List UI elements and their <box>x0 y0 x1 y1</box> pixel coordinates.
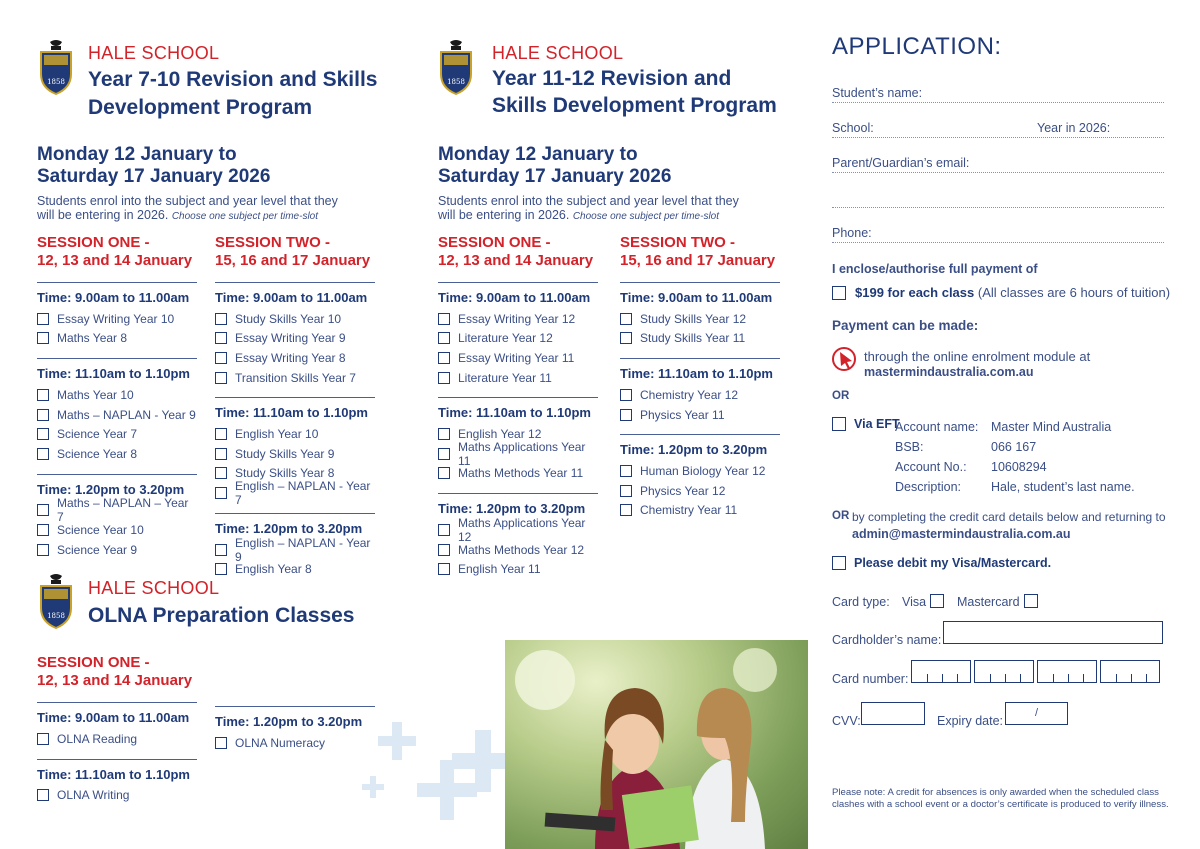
subject-option[interactable] <box>215 535 375 564</box>
subject-checkbox[interactable] <box>620 332 632 344</box>
email-field-line2[interactable] <box>832 191 1164 208</box>
subject-checkbox[interactable] <box>215 737 227 749</box>
time-slot-label: Time: 9.00am to 11.00am <box>620 290 773 305</box>
eft-row <box>895 437 1135 457</box>
subject-label: Maths Applications Year 11 <box>458 439 586 468</box>
subject-label: Maths Year 8 <box>57 331 128 346</box>
subject-checkbox[interactable] <box>215 487 227 499</box>
subject-checkbox[interactable] <box>438 544 450 556</box>
time-slot <box>37 702 197 749</box>
col1-session-one-list <box>37 282 197 569</box>
admin-email[interactable]: admin@mastermindaustralia.com.au <box>852 527 1071 541</box>
col1-session-one-title: SESSION ONE - 12, 13 and 14 January <box>37 234 193 269</box>
olna-session-title: SESSION ONE - 12, 13 and 14 January <box>37 654 193 689</box>
subject-label: Transition Skills Year 7 <box>235 370 356 385</box>
subject-label: Literature Year 12 <box>458 331 553 346</box>
payment-heading: Payment can be made: <box>832 318 979 333</box>
card-number-group[interactable] <box>1100 660 1160 683</box>
col2-session-one-title: SESSION ONE - 12, 13 and 14 January <box>438 234 594 269</box>
time-slot <box>37 759 197 806</box>
col1-session-two-title: SESSION TWO - 15, 16 and 17 January <box>215 234 371 269</box>
online-url[interactable]: mastermindaustralia.com.au <box>864 365 1034 379</box>
subject-option[interactable] <box>215 478 375 507</box>
crest-year-olna: 1858 <box>47 612 65 620</box>
card-type-label: Card type: <box>832 595 890 609</box>
eft-option[interactable]: Via EFT <box>832 417 900 431</box>
debit-option[interactable]: Please debit my Visa/Mastercard. <box>832 556 1051 570</box>
subject-option[interactable] <box>37 786 197 806</box>
digit-divider <box>927 674 928 682</box>
col1-session-two-list <box>215 282 375 589</box>
subject-label: Physics Year 11 <box>640 407 725 422</box>
subject-label: Human Biology Year 12 <box>640 464 766 479</box>
subject-option[interactable] <box>37 309 197 329</box>
time-slot <box>438 493 598 579</box>
col1-date-line1: Monday 12 January to <box>37 144 237 165</box>
subject-option[interactable] <box>37 329 197 349</box>
phone-field[interactable]: Phone: <box>832 226 1164 243</box>
subject-label: Study Skills Year 8 <box>235 466 335 481</box>
subject-label: Essay Writing Year 8 <box>235 350 346 365</box>
card-number-label: Card number: <box>832 672 909 686</box>
subject-checkbox[interactable] <box>37 409 49 421</box>
price-checkbox[interactable] <box>832 286 846 300</box>
subject-checkbox[interactable] <box>37 448 49 460</box>
subject-option[interactable] <box>620 405 780 425</box>
time-slot <box>37 474 197 560</box>
col2-program-line1: Year 11-12 Revision and <box>492 67 732 90</box>
subject-option[interactable] <box>438 464 598 484</box>
time-slot-label: Time: 1.20pm to 3.20pm <box>620 442 768 458</box>
subject-label: Maths Methods Year 12 <box>458 542 585 557</box>
subject-option[interactable] <box>438 540 598 560</box>
subject-checkbox[interactable] <box>215 563 227 575</box>
time-slot <box>438 397 598 483</box>
school-field[interactable]: School: Year in 2026: <box>832 121 1164 138</box>
subject-label: Science Year 10 <box>57 522 144 537</box>
subject-label: English – NAPLAN - Year 9 <box>235 535 371 564</box>
subject-checkbox[interactable] <box>37 313 49 325</box>
expiry-input[interactable]: / <box>1005 702 1068 725</box>
subject-option[interactable] <box>215 424 375 444</box>
col2-date-line1: Monday 12 January to <box>438 144 638 165</box>
subject-checkbox[interactable] <box>620 409 632 421</box>
time-slot <box>438 282 598 387</box>
col1-school: HALE SCHOOL <box>88 43 220 63</box>
col1-program-line2: Development Program <box>88 96 313 119</box>
email-field[interactable]: Parent/Guardian’s email: <box>832 156 1164 173</box>
application-title: APPLICATION: <box>832 33 1002 60</box>
subject-label: Study Skills Year 11 <box>640 331 746 346</box>
or-label-2: OR <box>832 510 850 522</box>
eft-row-label: Account No.: <box>895 460 967 474</box>
hale-school-crest-2 <box>438 38 474 98</box>
expiry-label: Expiry date: <box>937 714 1004 728</box>
subject-checkbox[interactable] <box>37 504 49 516</box>
olna-program: OLNA Preparation Classes <box>88 604 355 627</box>
subject-checkbox[interactable] <box>37 544 49 556</box>
subject-option[interactable] <box>37 496 197 525</box>
eft-details <box>895 417 1135 497</box>
subject-option[interactable] <box>215 348 375 368</box>
digit-divider <box>1068 674 1069 682</box>
col2-intro-note: Choose one subject per time-slot <box>572 211 720 222</box>
subject-label: English Year 10 <box>235 427 319 442</box>
mastercard-label: Mastercard <box>957 595 1020 609</box>
time-slot <box>215 706 375 753</box>
subject-option[interactable] <box>215 309 375 329</box>
time-slot-label: Time: 9.00am to 11.00am <box>438 290 591 305</box>
subject-checkbox[interactable] <box>215 352 227 364</box>
subject-checkbox[interactable] <box>438 524 450 536</box>
col2-intro: Students enrol into the subject and year level that they will be entering in 2026. Choose one subject per time-slot <box>438 194 739 222</box>
subject-option[interactable] <box>37 385 197 405</box>
eft-checkbox[interactable] <box>832 417 846 431</box>
subject-label: Physics Year 12 <box>640 483 726 498</box>
students-photo <box>505 640 808 849</box>
debit-checkbox[interactable] <box>832 556 846 570</box>
subject-option[interactable] <box>215 329 375 349</box>
crest-year-2: 1858 <box>447 78 465 86</box>
card-number-group[interactable] <box>974 660 1034 683</box>
subject-option[interactable] <box>438 515 598 544</box>
subject-label: Maths – NAPLAN - Year 9 <box>57 407 196 422</box>
digit-divider <box>942 674 943 682</box>
subject-checkbox[interactable] <box>37 428 49 440</box>
subject-checkbox[interactable] <box>37 524 49 536</box>
subject-option[interactable] <box>215 733 375 753</box>
time-slot <box>215 282 375 387</box>
subject-option[interactable] <box>438 559 598 579</box>
subject-label: Literature Year 11 <box>458 370 552 385</box>
subject-option[interactable] <box>37 424 197 444</box>
time-slot-label: Time: 1.20pm to 3.20pm <box>215 714 363 729</box>
cvv-input[interactable] <box>861 702 925 725</box>
student-name-field[interactable]: Student’s name: <box>832 86 1164 103</box>
col1-date-line2: Saturday 17 January 2026 <box>37 166 271 187</box>
subject-option[interactable] <box>37 540 197 560</box>
subject-option[interactable] <box>37 729 197 749</box>
subject-checkbox[interactable] <box>215 313 227 325</box>
subject-label: Study Skills Year 10 <box>235 311 342 326</box>
eft-row-label: Account name: <box>895 420 979 434</box>
subject-checkbox[interactable] <box>438 313 450 325</box>
card-text: by completing the credit card details below and returning to <box>852 510 1166 524</box>
eft-row-value: 10608294 <box>991 460 1047 474</box>
col2-session-two-list <box>620 282 780 530</box>
subject-checkbox[interactable] <box>620 465 632 477</box>
eft-row-value: Hale, student’s last name. <box>991 480 1135 494</box>
time-slot-label: Time: 11.10am to 1.10pm <box>620 366 773 382</box>
subject-checkbox[interactable] <box>215 372 227 384</box>
subject-label: Chemistry Year 11 <box>640 503 738 518</box>
time-slot-label: Time: 1.20pm to 3.20pm <box>438 501 586 517</box>
subject-label: Science Year 8 <box>57 446 138 461</box>
eft-row <box>895 417 1135 437</box>
subject-option[interactable] <box>37 444 197 464</box>
crest-year: 1858 <box>47 78 65 86</box>
subject-checkbox[interactable] <box>37 789 49 801</box>
subject-label: Chemistry Year 12 <box>640 387 739 402</box>
enclose-label: I enclose/authorise full payment of <box>832 262 1038 276</box>
subject-checkbox[interactable] <box>37 733 49 745</box>
digit-divider <box>990 674 991 682</box>
subject-option[interactable] <box>620 329 780 349</box>
subject-option[interactable] <box>215 368 375 388</box>
subject-option[interactable] <box>438 309 598 329</box>
subject-label: OLNA Writing <box>57 788 130 803</box>
time-slot <box>37 358 197 463</box>
subject-option[interactable] <box>37 405 197 425</box>
subject-option[interactable] <box>438 329 598 349</box>
subject-checkbox[interactable] <box>438 448 450 460</box>
mastercard-checkbox[interactable] <box>1024 594 1038 608</box>
olna-left-list <box>37 702 197 815</box>
col2-date-line2: Saturday 17 January 2026 <box>438 166 672 187</box>
subject-label: Study Skills Year 9 <box>235 446 335 461</box>
digit-divider <box>957 674 958 682</box>
eft-row <box>895 477 1135 497</box>
digit-divider <box>1131 674 1132 682</box>
time-slot-label: Time: 9.00am to 11.00am <box>215 290 368 305</box>
time-slot-label: Time: 11.10am to 1.10pm <box>215 405 368 421</box>
subject-option[interactable] <box>215 444 375 464</box>
time-slot <box>620 282 780 348</box>
card-number-group[interactable] <box>1037 660 1097 683</box>
time-slot <box>620 434 780 520</box>
subject-checkbox[interactable] <box>438 467 450 479</box>
subject-checkbox[interactable] <box>620 504 632 516</box>
time-slot <box>37 282 197 348</box>
eft-row-label: Description: <box>895 480 961 494</box>
digit-divider <box>1083 674 1084 682</box>
time-slot-label: Time: 1.20pm to 3.20pm <box>37 481 185 497</box>
hale-school-crest <box>38 38 74 98</box>
subject-label: Study Skills Year 12 <box>640 311 747 326</box>
subject-label: English Year 11 <box>458 562 541 577</box>
col1-intro-note: Choose one subject per time-slot <box>171 211 319 222</box>
subject-checkbox[interactable] <box>215 467 227 479</box>
subject-checkbox[interactable] <box>215 544 227 556</box>
subject-label: Essay Writing Year 10 <box>57 311 175 326</box>
eft-row-value: 066 167 <box>991 440 1037 454</box>
subject-checkbox[interactable] <box>37 332 49 344</box>
price-option[interactable]: $199 for each class (All classes are 6 hours of tuition) <box>832 285 1170 300</box>
subject-checkbox[interactable] <box>438 372 450 384</box>
digit-divider <box>1146 674 1147 682</box>
digit-divider <box>1116 674 1117 682</box>
digit-divider <box>1053 674 1054 682</box>
subject-label: OLNA Reading <box>57 731 138 746</box>
digit-divider <box>1005 674 1006 682</box>
subject-option[interactable] <box>620 481 780 501</box>
col2-school: HALE SCHOOL <box>492 43 624 63</box>
subject-option[interactable] <box>620 309 780 329</box>
hale-school-crest-olna <box>38 572 74 632</box>
subject-label: Essay Writing Year 9 <box>235 331 346 346</box>
absence-note: Please note: A credit for absences is only awarded when the scheduled class clashes with a school event or a doctor’s certificate is produced to verify illness. <box>832 787 1169 810</box>
time-slot-label: Time: 1.20pm to 3.20pm <box>215 520 363 536</box>
subject-checkbox[interactable] <box>620 485 632 497</box>
subject-checkbox[interactable] <box>215 428 227 440</box>
olna-right-list <box>215 706 375 763</box>
visa-label: Visa <box>902 595 927 609</box>
subject-label: Maths Year 10 <box>57 387 134 402</box>
subject-checkbox[interactable] <box>620 313 632 325</box>
subject-option[interactable] <box>438 439 598 468</box>
col2-session-one-list <box>438 282 598 589</box>
visa-checkbox[interactable] <box>930 594 944 608</box>
eft-row <box>895 457 1135 477</box>
subject-checkbox[interactable] <box>215 448 227 460</box>
subject-label: English Year 12 <box>458 427 542 442</box>
olna-school: HALE SCHOOL <box>88 578 220 598</box>
subject-label: Essay Writing Year 12 <box>458 311 576 326</box>
time-slot <box>620 358 780 424</box>
col1-program-line1: Year 7-10 Revision and Skills <box>88 68 378 91</box>
subject-label: Science Year 9 <box>57 542 138 557</box>
subject-checkbox[interactable] <box>215 332 227 344</box>
time-slot <box>215 513 375 579</box>
subject-label: Maths Methods Year 11 <box>458 466 584 481</box>
online-text: through the online enrolment module at <box>864 349 1091 364</box>
cursor-click-icon <box>832 346 858 374</box>
subject-option[interactable] <box>620 461 780 481</box>
subject-checkbox[interactable] <box>438 352 450 364</box>
cardholder-input[interactable] <box>943 621 1163 644</box>
subject-label: Science Year 7 <box>57 427 138 442</box>
card-number-group[interactable] <box>911 660 971 683</box>
col2-session-two-title: SESSION TWO - 15, 16 and 17 January <box>620 234 776 269</box>
subject-label: English Year 8 <box>235 562 312 577</box>
subject-label: OLNA Numeracy <box>235 735 326 750</box>
or-label-1: OR <box>832 390 850 402</box>
subject-label: English – NAPLAN - Year 7 <box>235 478 371 507</box>
cardholder-label: Cardholder’s name: <box>832 633 942 647</box>
subject-checkbox[interactable] <box>438 428 450 440</box>
col2-program-line2: Skills Development Program <box>492 94 777 117</box>
subject-checkbox[interactable] <box>438 563 450 575</box>
time-slot-label: Time: 11.10am to 1.10pm <box>37 366 190 382</box>
time-slot-label: Time: 9.00am to 11.00am <box>37 710 190 725</box>
subject-option[interactable] <box>620 501 780 521</box>
subject-label: Maths Applications Year 12 <box>458 515 586 544</box>
col1-intro: Students enrol into the subject and year level that they will be entering in 2026. Choose one subject per time-slot <box>37 194 338 222</box>
eft-row-value: Master Mind Australia <box>991 420 1112 434</box>
time-slot-label: Time: 11.10am to 1.10pm <box>37 766 190 782</box>
eft-row-label: BSB: <box>895 440 924 454</box>
subject-label: Maths – NAPLAN – Year 7 <box>57 496 189 525</box>
time-slot-label: Time: 11.10am to 1.10pm <box>438 405 591 421</box>
subject-checkbox[interactable] <box>37 389 49 401</box>
cvv-label: CVV: <box>832 714 861 728</box>
time-slot <box>215 397 375 507</box>
subject-checkbox[interactable] <box>438 332 450 344</box>
time-slot-label: Time: 9.00am to 11.00am <box>37 290 190 305</box>
subject-checkbox[interactable] <box>620 389 632 401</box>
card-number-input[interactable] <box>911 660 1161 683</box>
subject-option[interactable] <box>620 385 780 405</box>
subject-option[interactable] <box>438 348 598 368</box>
subject-label: Essay Writing Year 11 <box>458 350 575 365</box>
year-field-label: Year in 2026: <box>1037 121 1111 135</box>
digit-divider <box>1020 674 1021 682</box>
subject-option[interactable] <box>438 368 598 388</box>
